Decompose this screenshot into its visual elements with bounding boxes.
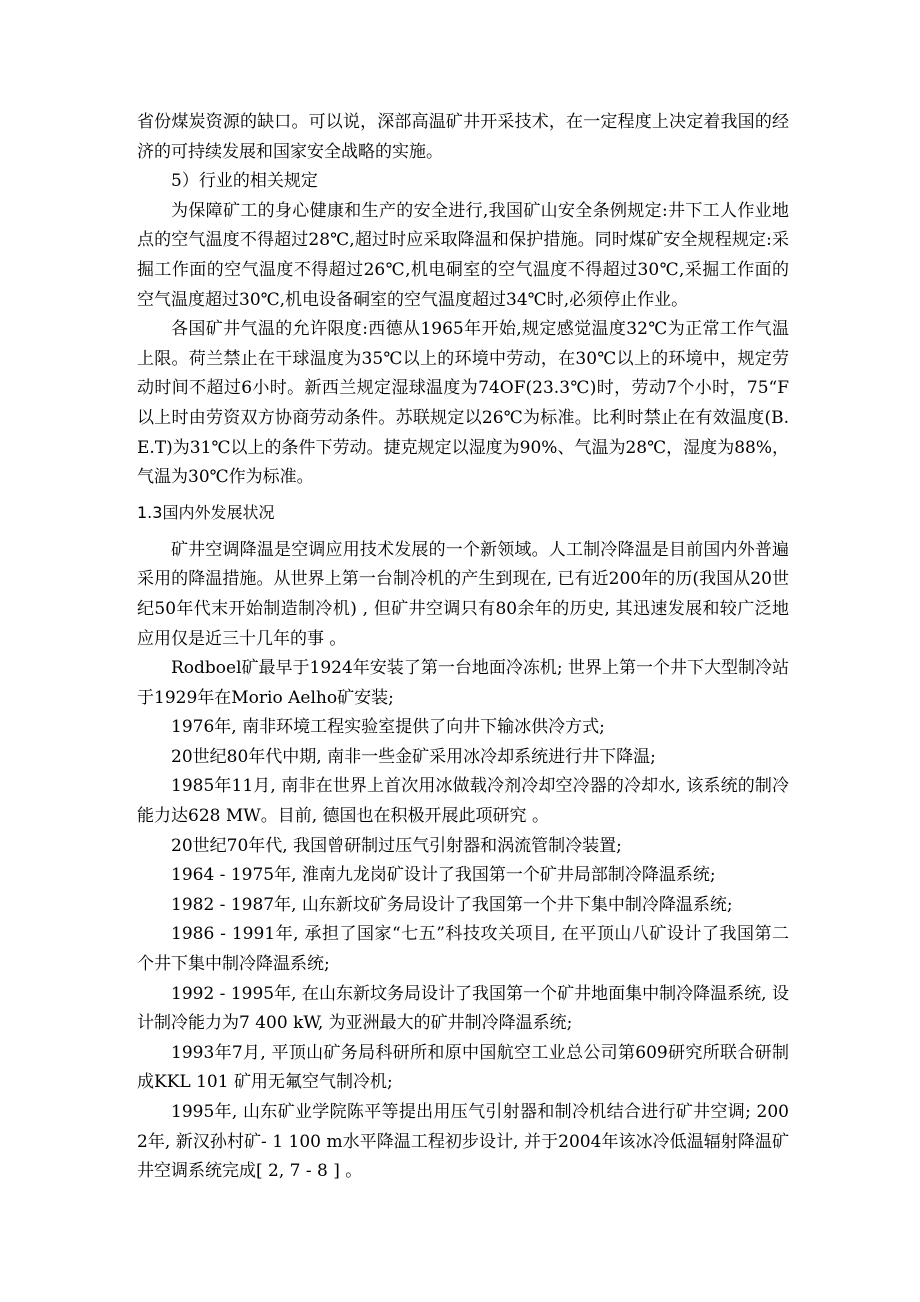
- paragraph-coal-resources: 省份煤炭资源的缺口。可以说，深部高温矿井开采技术，在一定程度上决定着我国的经济的可持续发展和国家安全战略的实施。: [137, 112, 789, 162]
- paragraph-1985: 1985年11月, 南非在世界上首次用冰做载冷剂冷却空冷器的冷却水, 该系统的制冷能力达628 MW。目前, 德国也在积极开展此项研究 。: [137, 776, 789, 827]
- paragraph-rodboel-mine: Rodboel矿最早于1924年安装了第一台地面冷冻机; 世界上第一个井下大型制冷站于1929年在Morio Aelho矿安装;: [137, 658, 789, 708]
- paragraph-1995-2004: 1995年, 山东矿业学院陈平等提出用压气引射器和制冷机结合进行矿井空调; 2002年, 新汉孙村矿- 1 100 m水平降温工程初步设计, 并于2004年该冰冷低温辐射降温矿井空调系统完成[ 2, 7 - 8 ] 。: [137, 1102, 789, 1182]
- paragraph-mine-air-conditioning: 矿井空调降温是空调应用技术发展的一个新领域。人工制冷降温是目前国内外普遍采用的降温措施。从世界上第一台制冷机的产生到现在, 已有近200年的历(我国从20世纪50年代末开始制造制冷机) , 但矿井空调只有80余年的历史, 其迅速发展和较广泛地应用仅是近三十几年的事 。: [137, 539, 789, 649]
- paragraph-1964-1975: 1964 - 1975年, 淮南九龙岗矿设计了我国第一个矿井局部制冷降温系统;: [171, 865, 716, 886]
- paragraph-1970s-china: 20世纪70年代, 我国曾研制过压气引射器和涡流管制冷装置;: [171, 835, 622, 856]
- paragraph-1976: 1976年, 南非环境工程实验室提供了向井下输冰供冷方式;: [171, 717, 605, 738]
- paragraph-1993: 1993年7月, 平顶山矿务局科研所和原中国航空工业总公司第609研究所联合研制成KKL 101 矿用无氟空气制冷机;: [137, 1042, 789, 1093]
- paragraph-item-5-title: 5）行业的相关规定: [171, 171, 318, 192]
- paragraph-safety-regulations: 为保障矿工的身心健康和生产的安全进行,我国矿山安全条例规定:井下工人作业地点的空气温度不得超过28℃,超过时应采取降温和保护措施。同时煤矿安全规程规定:采掘工作面的空气温度不得超过26℃,机电硐室的空气温度不得超过30℃,采掘工作面的空气温度超过30℃,机电设备硐室的空气温度超过34℃时,必须停止作业。: [137, 200, 789, 310]
- paragraph-1982-1987: 1982 - 1987年, 山东新坟矿务局设计了我国第一个井下集中制冷降温系统;: [171, 894, 733, 915]
- section-heading: 1.3国内外发展状况: [137, 502, 275, 522]
- document-page: [137, 108, 789, 1187]
- paragraph-1986-1991: 1986 - 1991年, 承担了国家“七五”科技攻关项目, 在平顶山八矿设计了我国第二个井下集中制冷降温系统;: [137, 924, 789, 975]
- paragraph-1992-1995: 1992 - 1995年, 在山东新坟务局设计了我国第一个矿井地面集中制冷降温系统, 设计制冷能力为7 400 kW, 为亚洲最大的矿井制冷降温系统;: [137, 983, 789, 1034]
- paragraph-temperature-limits: 各国矿井气温的允许限度:西德从1965年开始,规定感觉温度32℃为正常工作气温上限。荷兰禁止在干球温度为35℃以上的环境中劳动，在30℃以上的环境中，规定劳动时间不超过6小时。新西兰规定湿球温度为74OF(23.3℃)时，劳动7个小时，75“F以上时由劳资双方协商劳动条件。苏联规定以26℃为标准。比利时禁止在有效温度(B.E.T)为31℃以上的条件下劳动。捷克规定以湿度为90%、气温为28℃，湿度为88%，气温为30℃作为标准。: [137, 319, 789, 488]
- paragraph-1980s-south-africa: 20世纪80年代中期, 南非一些金矿采用冰冷却系统进行井下降温;: [171, 746, 656, 767]
